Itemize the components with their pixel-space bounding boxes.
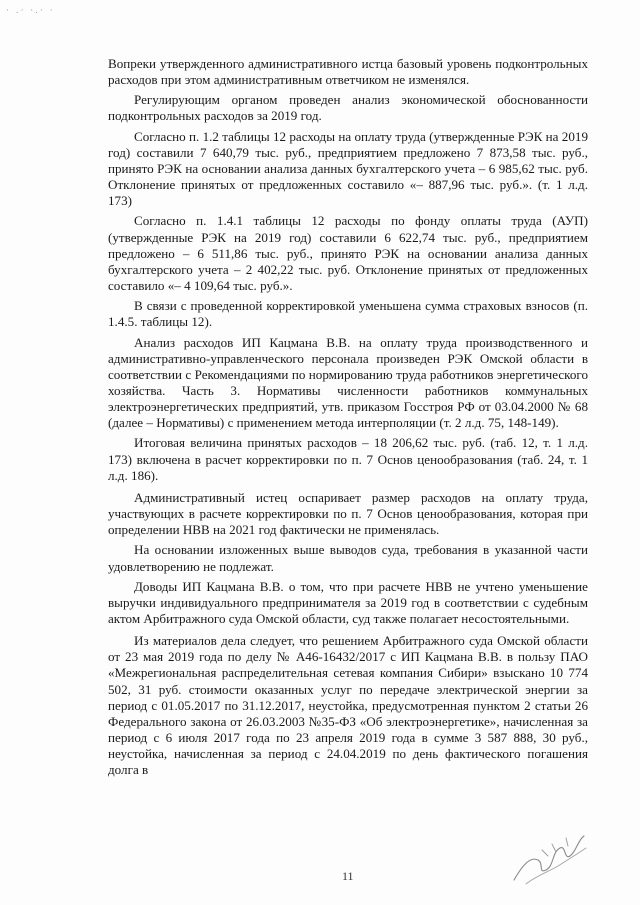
page-number: 11 [342, 869, 354, 883]
paragraph: Согласно п. 1.2 таблицы 12 расходы на оплату труда (утвержденные РЭК на 2019 год) составили 7 640,79 тыс. руб., предприятием предложено 7 873,58 тыс. руб., принято РЭК на основании анализа данных бухгалтерского учета – 6 985,62 тыс. руб. Отклонение принятых от предложенных составило «– 887,96 тыс. руб.». (т. 1 л.д. 173) [108, 128, 588, 209]
paragraph: Анализ расходов ИП Кацмана В.В. на оплату труда производственного и административно-управленческого персонала произведен РЭК Омской области в соответствии с Рекомендациями по нормированию труда работников энергетического хозяйства. Часть 3. Нормативы численности работников коммунальных электроэнергетических предприятий, утв. приказом Госстроя РФ от 03.04.2000 № 68 (далее – Нормативы) с применением метода интерполяции (т. 2 л.д. 75, 148-149). [108, 334, 588, 431]
paragraph: Согласно п. 1.4.1 таблицы 12 расходы по фонду оплаты труда (АУП) (утвержденные РЭК на 2019 год) составили 6 622,74 тыс. руб., предприятием предложено – 6 511,86 тыс. руб., принято РЭК на основании анализа данных бухгалтерского учета – 2 402,22 тыс. руб. Отклонение принятых от предложенных составило «– 4 109,64 тыс. руб.». [108, 213, 588, 294]
paragraph: Доводы ИП Кацмана В.В. о том, что при расчете НВВ не учтено уменьшение выручки индивидуального предпринимателя за 2019 год в соответствии с судебным актом Арбитражного суда Омской области, суд также полагает несостоятельными. [108, 578, 588, 626]
document-body [108, 56, 588, 779]
paragraph: Административный истец оспаривает размер расходов на оплату труда, участвующих в расчете корректировки по п. 7 Основ ценообразования, которая при определении НВВ на 2021 год фактически не применялась. [108, 489, 588, 538]
signature-icon [508, 826, 592, 888]
paragraph: Регулирующим органом проведен анализ экономической обоснованности подконтрольных расходов за 2019 год. [108, 92, 588, 124]
paragraph: На основании изложенных выше выводов суда, требования в указанной части удовлетворению не подлежат. [108, 542, 588, 574]
scan-corner-marks: · .· ·.· · [6, 6, 55, 16]
paragraph: Из материалов дела следует, что решением Арбитражного суда Омской области от 23 мая 2019 года по делу № А46-16432/2017 с ИП Кацмана В.В. в пользу ПАО «Межрегиональная распределительная сетевая компания Сибири» взыскано 10 774 502, 31 руб. стоимости оказанных услуг по передаче электрической энергии за период с 01.05.2017 по 31.12.2017, неустойка, предусмотренная пунктом 2 статьи 26 Федерального закона от 26.03.2003 №35-ФЗ «Об электроэнергетике», начисленная за период с 6 июля 2017 года по 23 апреля 2019 года в сумме 3 587 888, 30 руб., неустойка, начисленная за период с 24.04.2019 по день фактического погашения долга в [108, 633, 588, 778]
paragraph: Итоговая величина принятых расходов – 18 206,62 тыс. руб. (таб. 12, т. 1 л.д. 173) включена в расчет корректировки по п. 7 Основ ценообразования (таб. 24, т. 1 л.д. 186). [108, 435, 588, 483]
paragraph: Вопреки утвержденного административного истца базовый уровень подконтрольных расходов при этом административным ответчиком не изменялся. [108, 56, 588, 88]
paragraph: В связи с проведенной корректировкой уменьшена сумма страховых взносов (п. 1.4.5. таблицы 12). [108, 298, 588, 330]
